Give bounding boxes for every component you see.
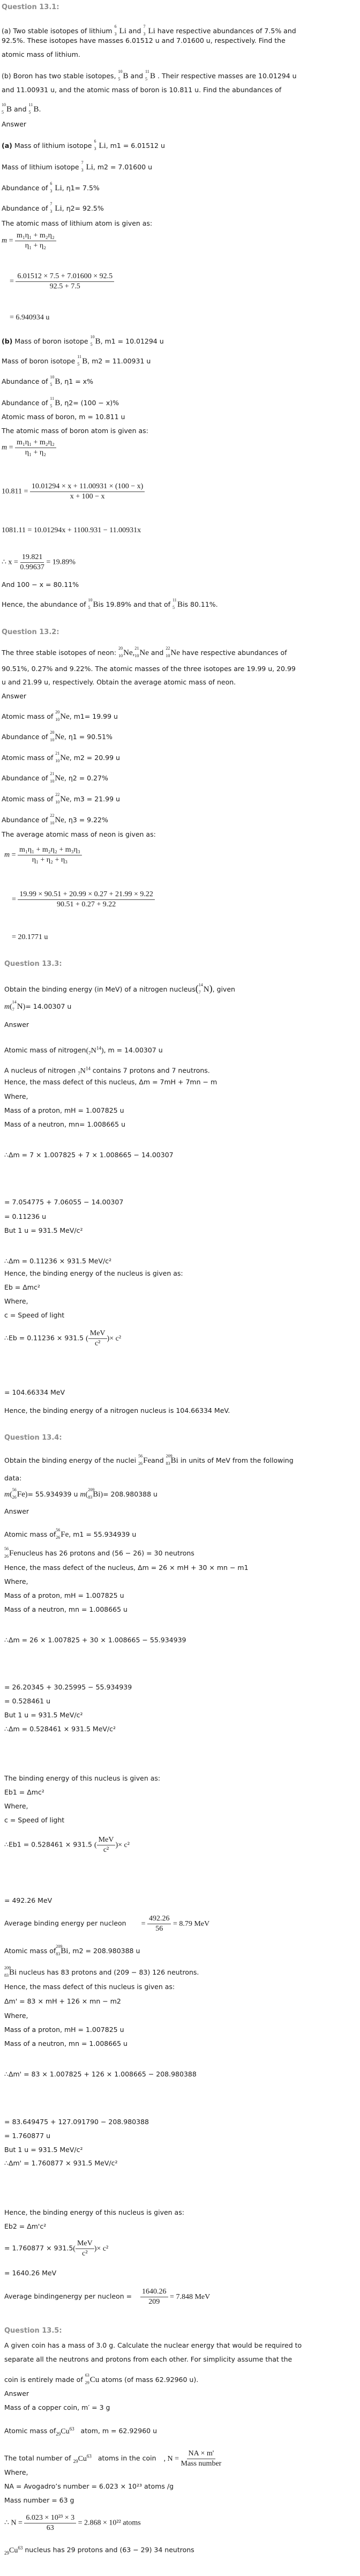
text: , η2= (100 − x)%	[60, 399, 119, 407]
numerator: MeV	[76, 2239, 94, 2249]
text: , m3 = 21.99 u	[69, 795, 120, 803]
result: = 6.940934 u	[10, 314, 50, 322]
fraction	[15, 438, 56, 457]
fraction	[18, 846, 82, 865]
text: ∴Eb = 0.11236 × 931.5	[4, 1334, 84, 1342]
question-text	[4, 1487, 158, 1500]
solution-line	[4, 1546, 194, 1559]
nitrogen-symbol: ( 14 7 N)	[195, 982, 213, 995]
text: Atomic mass of	[4, 2426, 56, 2435]
solution-line	[2, 396, 119, 408]
li7-isotope: 7 3 Li	[50, 202, 62, 214]
question-text: data:	[4, 1474, 22, 1482]
solution-line: Mass of a proton, mH = 1.007825 u	[4, 1591, 124, 1599]
answer-label: Answer	[4, 1021, 29, 1029]
solution-line	[4, 1044, 163, 1057]
text: The total number of	[4, 2454, 71, 2462]
li6-isotope: 6 3 Li	[94, 139, 106, 151]
solution-line	[2, 813, 108, 825]
mass-number: 21	[50, 771, 55, 776]
question-text: and 11.00931 u, and the atomic mass of boron is 10.811 u. Find the abundances of	[2, 86, 282, 94]
cu63-symbol: $_{29}Cu^{63}$	[56, 2426, 74, 2437]
denominator: 209	[148, 2298, 160, 2306]
mass-number: 22	[55, 792, 60, 797]
text: Atomic mass of nitrogen	[4, 1046, 86, 1054]
fraction	[16, 272, 114, 291]
text: , m2 = 11.00931 u	[87, 357, 151, 365]
unit-fraction: ( $\frac{\text{MeV}}{\text{c²}}$ )× c²	[94, 1836, 130, 1854]
question-text	[2, 69, 297, 81]
solution-line	[2, 354, 151, 367]
avg-fraction	[140, 2288, 211, 2306]
fe-mass-symbol: m( 56 26 Fe)	[4, 1487, 28, 1500]
text: , m2 = 208.980388 u	[68, 1947, 140, 1955]
solution-line	[2, 204, 104, 213]
text: have respective abundances of	[182, 649, 287, 657]
denominator: Mass number	[181, 2460, 222, 2468]
question-text: atomic mass of lithium.	[2, 50, 80, 58]
solution-line	[2, 181, 100, 193]
text: Average bindingenergy per nucleon =	[4, 2292, 132, 2300]
ne22-isotope: 22 10 Ne	[166, 646, 180, 658]
question-title: Question 13.2:	[2, 628, 59, 636]
cu63-symbol: $_{29}Cu^{63}$	[4, 2545, 23, 2556]
text: Hence, the abundance of	[2, 600, 86, 608]
answer-label: Answer	[2, 120, 27, 128]
formula	[4, 2514, 141, 2533]
solution-line	[4, 1329, 121, 1348]
solution-line	[2, 730, 112, 742]
text: Average binding energy per nucleon	[4, 1919, 126, 1927]
question-text: separate all the neutrons and protons from each other. For simplicity assume that the	[4, 2355, 292, 2363]
text: , η3 = 9.22%	[64, 816, 108, 824]
solution-line	[4, 2450, 221, 2468]
text: = 14.00307 u	[25, 1002, 72, 1010]
text: atoms in the coin	[98, 2454, 156, 2462]
numerator: 19.99 × 90.51 + 20.99 × 0.27 + 21.99 × 9.22	[18, 890, 154, 900]
text: is 19.89% and that of	[98, 600, 171, 608]
question-text	[4, 1456, 294, 1465]
numerator: 1640.26	[140, 2288, 168, 2297]
solution-line	[4, 1965, 199, 1978]
fraction	[30, 482, 145, 501]
text: is 80.11%.	[183, 600, 218, 608]
text: Obtain the binding energy (in MeV) of a nitrogen nucleus	[4, 985, 196, 993]
solution-line	[2, 751, 120, 763]
denominator: 90.51 + 0.27 + 9.22	[57, 900, 116, 909]
numerator: m₁η₁ + m₂η₂ + m₃η₃	[18, 846, 82, 855]
text: 10.811 =	[2, 487, 28, 496]
b11-isotope: 11 5 B	[50, 396, 61, 408]
solution-line: Mass of a neutron, mn = 1.008665 u	[4, 1605, 128, 1613]
solution-line: c = Speed of light	[4, 1816, 65, 1824]
solution-line	[4, 1530, 136, 1539]
denominator: 92.5 + 7.5	[49, 282, 80, 291]
ne20-isotope: 20 10 Ne,	[118, 646, 135, 658]
formula: = $\frac{6.01512 \times 7.5 + 7.01600 \times 92.5}{92.5 + 7.5}$	[10, 272, 114, 291]
question-text	[2, 102, 41, 115]
li7-isotope: 7 3 Li	[81, 160, 93, 173]
solution-line: Hence, the mass defect of this nucleus, Δm = 7mH + 7mn − m	[4, 1078, 218, 1086]
text: , m1 = 55.934939 u	[69, 1530, 137, 1538]
text: = 7.848 MeV	[170, 2292, 211, 2301]
text: = 2.868 × 10²² atoms	[78, 2519, 141, 2527]
numerator: m₁η₁ + m₂η₂	[15, 232, 56, 241]
text: nucleus has 83 protons and (209 − 83) 126 neutrons.	[19, 1968, 199, 1976]
numerator: 6.01512 × 7.5 + 7.01600 × 92.5	[16, 272, 114, 282]
numerator: MeV	[97, 1836, 116, 1845]
unit-fraction: ( $\frac{\text{MeV}}{\text{c²}}$ )× c²	[73, 2239, 109, 2258]
question-text: A given coin has a mass of 3.0 g. Calculate the nuclear energy that would be required to	[4, 2341, 302, 2349]
text: (b) Boron has two stable isotopes,	[2, 72, 116, 80]
text: × c²	[109, 1334, 122, 1343]
fraction	[15, 232, 56, 250]
text: × c²	[96, 2244, 109, 2253]
conclusion: Hence, the binding energy of a nitrogen nucleus is 104.66334 MeV.	[4, 1406, 230, 1414]
solution-line: ∴Δm = 0.11236 × 931.5 MeV/c²	[4, 1257, 112, 1265]
mass-number: 21	[55, 751, 60, 756]
solution-line	[2, 771, 108, 784]
solution-line: Hence, the binding energy of the nucleus is given as:	[4, 1269, 183, 1277]
denominator: c²	[82, 2250, 88, 2258]
solution-line: = 83.649475 + 127.091790 − 208.980388	[4, 2118, 149, 2126]
nitrogen-mass-symbol: m( 14 7 N)	[4, 1000, 26, 1012]
text: × c²	[118, 1841, 130, 1849]
text: Atomic mass of	[4, 1947, 56, 1955]
numerator: 492.26	[147, 1915, 171, 1924]
text: = 55.934939 u	[27, 1490, 78, 1498]
text: in units of MeV from the following	[180, 1456, 294, 1464]
numerator: MeV	[88, 1329, 107, 1339]
result: = 492.26 MeV	[4, 1896, 52, 1904]
solution-line	[4, 2424, 157, 2438]
denominator: c²	[103, 1846, 109, 1854]
avg-fraction: = $\frac{492.26}{56}$ = 8.79 MeV	[141, 1915, 210, 1933]
result: = 104.66334 MeV	[4, 1388, 65, 1396]
text: , N =	[163, 2454, 179, 2463]
fraction	[20, 553, 44, 572]
solution-line: ∴Δm = 26 × 1.007825 + 30 × 1.008665 − 55.934939	[4, 1636, 186, 1644]
text: Atomic mass of	[4, 1530, 56, 1538]
solution-line	[4, 2288, 210, 2306]
ne-isotope: 22 10 Ne	[55, 795, 70, 803]
question-title: Question 13.1:	[2, 3, 59, 11]
text: Mass of lithium isotope	[2, 163, 79, 171]
denominator: η₁ + η₂	[25, 449, 47, 457]
question-text	[4, 984, 235, 994]
question-text: u and 21.99 u, respectively. Obtain the average atomic mass of neon.	[2, 678, 236, 686]
text: , m1 = 10.01294 u	[100, 337, 164, 345]
solution-line: The atomic mass of lithium atom is given as:	[2, 219, 153, 227]
text: ∴ N =	[4, 2519, 22, 2527]
fe56-isotope: 56 26 Fe	[138, 1454, 152, 1466]
text: Atomic mass of	[2, 712, 54, 720]
solution-line	[4, 1836, 130, 1855]
denominator: η₁ + η₂ + η₃	[32, 856, 68, 864]
solution-line: Atomic mass of boron, m = 10.811 u	[2, 413, 125, 421]
b11-isotope: 11 5 B	[77, 354, 88, 367]
numerator: 6.023 × 10²³ × 3	[24, 2514, 76, 2523]
b10-isotope: 10 5 B	[2, 102, 12, 115]
ne-isotope: 22 10 Ne	[50, 816, 64, 824]
bi209-isotope: 209 83 Bi	[166, 1454, 178, 1466]
text: Abundance of	[2, 184, 48, 192]
solution-line: But 1 u = 931.5 MeV/c²	[4, 1711, 83, 1719]
b10-isotope: 10 5 B	[88, 598, 99, 610]
text: , η1 = x%	[60, 377, 93, 385]
solution-line: Where,	[4, 1092, 28, 1100]
numerator: 10.01294 × x + 11.00931 × (100 − x)	[30, 482, 145, 492]
text: . Their respective masses are 10.01294 u	[158, 72, 297, 80]
text: Mass of boron isotope	[14, 337, 88, 345]
bi-mass-symbol: m( 209 83 Bi)	[80, 1487, 103, 1500]
solution-line: Where,	[4, 2012, 28, 2020]
answer-label: Answer	[2, 692, 27, 700]
solution-line: = 1.760877 u	[4, 2132, 50, 2140]
text: , η1 = 90.51%	[64, 733, 112, 741]
text: , given	[212, 985, 235, 993]
solution-line: The atomic mass of boron atom is given as:	[2, 427, 148, 435]
text: Abundance of	[2, 399, 48, 407]
denominator: c²	[94, 1339, 101, 1347]
solution-line: = 0.11236 u	[4, 1212, 47, 1220]
text: atom, m = 62.92960 u	[80, 2426, 157, 2435]
solution-line: = 0.528461 u	[4, 1697, 50, 1705]
text: = 8.79 MeV	[172, 1919, 210, 1928]
text: = 19.89%	[46, 558, 76, 567]
formula: 1081.11 = 10.01294x + 1100.931 − 11.00931x	[2, 526, 141, 534]
question-title: Question 13.4:	[4, 1434, 62, 1442]
text: and	[151, 649, 164, 657]
solution-line: Mass number = 63 g	[4, 2496, 74, 2504]
formula	[2, 553, 76, 572]
text: Atomic mass of	[2, 795, 54, 803]
numerator: NA × m'	[187, 2450, 216, 2459]
text: , m2 = 20.99 u	[69, 754, 120, 762]
solution-line: Δm' = 83 × mH + 126 × mn − m2	[4, 1997, 121, 2005]
solution-line: = 7.054775 + 7.06055 − 14.00307	[4, 1198, 124, 1206]
solution-line: Where,	[4, 2468, 28, 2476]
solution-line: The average atomic mass of neon is given as:	[2, 830, 156, 838]
part-label: (b)	[2, 337, 13, 345]
ne-isotope: 20 10 Ne	[55, 712, 70, 721]
solution-line: Hence, the binding energy of this nucleus is given as:	[4, 2208, 184, 2216]
solution-line: Hence, the mass defect of the nucleus, Δm = 26 × mH + 30 × mn − m1	[4, 1564, 249, 1572]
answer-label: Answer	[4, 1507, 29, 1515]
bi209-isotope: 209 83 Bi	[4, 1965, 17, 1978]
ne-isotope: 21 10 Ne	[55, 754, 70, 762]
question-title: Question 13.3:	[4, 960, 62, 968]
nitrogen-symbol: $_7N^{14}$	[78, 1066, 91, 1076]
solution-line: Where,	[4, 1802, 28, 1810]
solution-line: Where,	[4, 1297, 28, 1305]
solution-line: But 1 u = 931.5 MeV/c²	[4, 2146, 83, 2154]
numerator: 19.821	[20, 553, 44, 563]
fe56-isotope: 56 26 Fe	[4, 1546, 17, 1559]
formula: m = $\frac{\text{m₁η₁ + m₂η₂}}{\text{η₁ + η₂}}$	[2, 438, 56, 457]
denominator: x + 100 − x	[70, 493, 105, 501]
result: = 20.1771 u	[12, 933, 48, 941]
solution-line	[2, 377, 93, 386]
solution-line: ∴Δm = 7 × 1.007825 + 7 × 1.008665 − 14.00307	[4, 1151, 174, 1159]
text: coin is entirely made of	[4, 2376, 83, 2384]
question-text	[4, 2373, 199, 2385]
text: Mass of boron isotope	[2, 357, 76, 365]
text: , η1= 7.5%	[62, 184, 100, 192]
question-text	[4, 1002, 71, 1011]
text: (a) Two stable isotopes of lithium	[2, 27, 112, 35]
li7-isotope: 7 3 Li	[143, 24, 155, 36]
text: = 208.980388 u	[103, 1490, 158, 1498]
solution-line	[2, 160, 153, 173]
solution-line: Eb = Δmc²	[4, 1283, 40, 1291]
b11-isotope: 11 5 B	[172, 598, 183, 610]
mass-number: 22	[50, 813, 55, 818]
solution-line: Mass of a copper coin, m′ = 3 g	[4, 2403, 110, 2411]
text: ∴Eb1 = 0.528461 × 931.5	[4, 1840, 93, 1849]
solution-line: ∴Δm' = 83 × 1.007825 + 126 × 1.008665 − 208.980388	[4, 2070, 197, 2078]
solution-line	[2, 712, 118, 721]
question-title: Question 13.5:	[4, 2327, 62, 2335]
denominator: 0.99637	[20, 563, 44, 571]
text: A nucleus of nitrogen	[4, 1066, 76, 1075]
solution-line	[4, 2543, 194, 2557]
solution-line: c = Speed of light	[4, 1311, 65, 1319]
text: , m2 = 7.01600 u	[93, 163, 153, 171]
text: The three stable isotopes of neon:	[2, 649, 117, 657]
solution-line	[2, 139, 165, 151]
question-text: 92.5%. These isotopes have masses 6.01512 u and 7.01600 u, respectively. Find the	[2, 36, 286, 44]
text: .	[39, 105, 41, 113]
question-text	[2, 646, 287, 658]
solution-line: Eb1 = Δmc²	[4, 1788, 44, 1796]
text: Abundance of	[2, 204, 48, 212]
question-text	[2, 24, 296, 36]
solution-line	[4, 1915, 209, 1933]
b11-isotope: 11 5 B	[28, 102, 39, 115]
part-label: (a)	[2, 142, 12, 150]
formula	[2, 482, 145, 501]
solution-line	[4, 2239, 108, 2258]
solution-line: Hence, the mass defect of this nucleus is given as:	[4, 1983, 175, 1991]
text: Abundance of	[2, 733, 48, 741]
b11-isotope: 11 5 B	[145, 69, 156, 81]
li6-isotope: 6 3 Li	[50, 181, 62, 193]
unit-fraction: ( $\frac{\text{MeV}}{\text{c²}}$ )× c²	[86, 1329, 122, 1347]
mass-number: 20	[55, 710, 60, 714]
text: ∴ x =	[2, 558, 18, 567]
text: and	[151, 1456, 164, 1464]
solution-line: Mass of a neutron, mn= 1.008665 u	[4, 1120, 126, 1128]
ne21-isotope: 21 10 Ne	[134, 646, 149, 658]
solution-line: ∴Δm' = 1.760877 × 931.5 MeV/c²	[4, 2159, 118, 2167]
bi209-isotope: 209 83 Bi	[56, 1944, 69, 1956]
mass-number: 20	[50, 730, 55, 735]
text: contains 7 protons and 7 neutrons.	[92, 1066, 210, 1075]
result: = 1640.26 MeV	[4, 2269, 57, 2277]
solution-line: ∴Δm = 0.528461 × 931.5 MeV/c²	[4, 1725, 116, 1733]
formula: = $\frac{19.99 \times 90.51 + 20.99 \times 0.27 + 21.99 \times 9.22}{90.51 + 0.27 + 9.22}$	[12, 890, 155, 909]
solution-line: Where,	[4, 1577, 28, 1585]
fe56-isotope: 56 26 Fe	[56, 1528, 69, 1540]
text: , m1= 19.99 u	[69, 712, 118, 720]
question-text: 90.51%, 0.27% and 9.22%. The atomic masses of the three isotopes are 19.99 u, 20.99	[2, 665, 296, 673]
conclusion	[2, 600, 218, 609]
formula: m = $\frac{\text{m₁η₁ + m₂η₂ + m₃η₃}}{\text{η₁ + η₂ + η₃}}$	[4, 846, 82, 865]
text: , m1 = 6.01512 u	[106, 142, 165, 150]
text: Abundance of	[2, 816, 48, 824]
text: have respective abundances of 7.5% and	[157, 27, 296, 35]
b10-isotope: 10 5 B	[50, 375, 61, 387]
ne-isotope: 21 10 Ne	[50, 774, 64, 783]
denominator: 63	[46, 2524, 54, 2532]
text: , η2 = 0.27%	[64, 774, 108, 782]
text: nucleus has 26 protons and (56 − 26) = 30 neutrons	[17, 1549, 194, 1557]
text: Mass of lithium isotope	[14, 142, 92, 150]
solution-line	[4, 1064, 210, 1077]
cu63-isotope: 63 29 Cu	[85, 2373, 100, 2385]
solution-line: And 100 − x = 80.11%	[2, 580, 79, 589]
solution-line: Mass of a proton, mH = 1.007825 u	[4, 1106, 124, 1114]
ne-isotope: 20 10 Ne	[50, 733, 64, 741]
solution-line	[2, 792, 120, 805]
denominator: 56	[155, 1925, 163, 1933]
b10-isotope: 10 5 B	[118, 69, 129, 81]
text: nucleus has 29 protons and (63 − 29) 34 neutrons	[25, 2545, 194, 2554]
b10-isotope: 10 5 B	[90, 334, 101, 347]
solution-line: NA = Avogadro’s number = 6.023 × 10²³ atoms /g	[4, 2482, 174, 2490]
cu63-symbol: $_{29}Cu^{63}$	[73, 2453, 92, 2464]
li6-isotope: 6 3 Li	[114, 24, 126, 36]
text: and	[128, 27, 141, 35]
solution-line: = 26.20345 + 30.25995 − 55.934939	[4, 1683, 132, 1691]
solution-line: Eb2 = Δm'c²	[4, 2222, 47, 2230]
text: Obtain the binding energy of the nuclei	[4, 1456, 137, 1464]
text: and	[130, 72, 144, 80]
solution-line	[2, 334, 164, 347]
text: , m = 14.00307 u	[103, 1046, 163, 1054]
denominator: η₁ + η₂	[25, 242, 47, 250]
text: and	[14, 105, 27, 113]
text: Abundance of	[2, 377, 48, 385]
text: atoms (of mass 62.92960 u).	[101, 2376, 199, 2384]
answer-label: Answer	[4, 2389, 29, 2398]
text: = 1.760877 × 931.5	[4, 2244, 73, 2252]
nitrogen-symbol: $(_7N^{14})$	[86, 1045, 104, 1056]
solution-line	[4, 1944, 140, 1956]
solution-line: Mass of a proton, mH = 1.007825 u	[4, 2026, 124, 2034]
numerator: m₁η₁ + m₂η₂	[15, 438, 56, 448]
text: Abundance of	[2, 774, 48, 782]
text: , η2= 92.5%	[62, 204, 104, 212]
solution-line: Mass of a neutron, mn = 1.008665 u	[4, 2039, 128, 2048]
text: Atomic mass of	[2, 754, 54, 762]
solution-line: The binding energy of this nucleus is given as:	[4, 1774, 161, 1782]
formula: m = $\frac{\text{m₁η₁ + m₂η₂}}{\text{η₁ + η₂}}$	[2, 232, 56, 250]
fraction	[18, 890, 154, 909]
solution-line: But 1 u = 931.5 MeV/c²	[4, 1226, 83, 1234]
